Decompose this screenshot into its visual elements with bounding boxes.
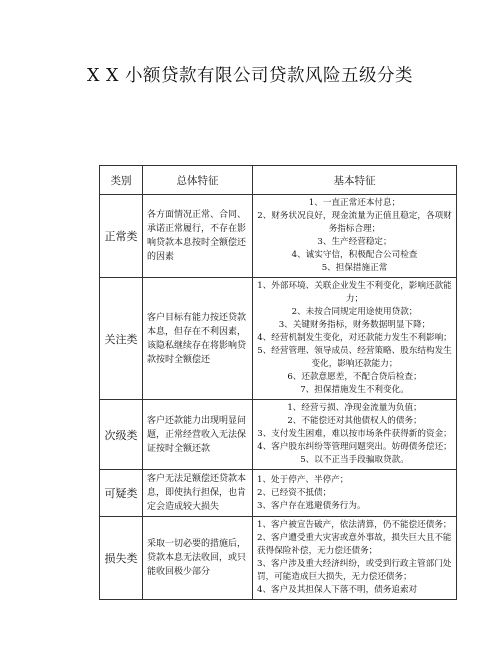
basic-item: 2、财务状况良好，现金流量为正值且稳定，各项财务指标合理； — [257, 211, 452, 234]
basic-item: 2、已经资不抵债； — [257, 487, 332, 498]
basic-cell — [253, 400, 457, 470]
basic-item: 4、诚实守信，积极配合公司检查 — [291, 250, 418, 260]
overall-cell: 客户目标有能力按还贷款本息，但存在不利因素，该隐私继续存在将影响贷款按时全额偿还 — [143, 278, 253, 400]
basic-cell — [253, 195, 457, 278]
basic-item: 3、客户涉及重大经济纠纷，或受到行政主管部门处罚，可能造成巨大损失，无力偿还债务； — [257, 559, 452, 582]
table-row — [100, 195, 457, 278]
table-row — [100, 400, 457, 470]
category-cell: 正常类 — [100, 195, 143, 278]
basic-item: 1、外部环境、关联企业发生不利变化，影响还款能力； — [257, 281, 452, 304]
category-cell: 损失类 — [100, 517, 143, 600]
basic-item: 3、生产经营稳定； — [317, 237, 392, 247]
category-cell: 关注类 — [100, 278, 143, 400]
basic-item: 1、一直正常还本付息； — [308, 198, 401, 208]
header-basic: 基本特征 — [253, 166, 457, 195]
overall-cell: 客户还款能力出现明显问题，正常经营收入无法保证按时全额还款 — [143, 400, 253, 470]
risk-classification-table — [99, 165, 457, 600]
basic-cell — [253, 278, 457, 400]
basic-cell — [253, 470, 457, 517]
basic-item: 2、客户遭受重大灾害或意外事故，损失巨大且不能获得保险补偿，无力偿还债务； — [257, 533, 452, 556]
basic-item: 6、还款意愿差，不配合贷后检查； — [287, 372, 422, 382]
basic-item: 4、客户及其担保人下落不明，债务追索对 — [257, 585, 418, 595]
basic-item: 7、担保措施发生不利变化。 — [300, 385, 409, 395]
table-row — [100, 517, 457, 600]
basic-item: 3、支付发生困难，难以按市场条件获得新的资金； — [257, 429, 452, 439]
basic-item: 2、不能偿还对其他债权人的债务； — [287, 416, 422, 426]
basic-item: 4、客户股东纠纷等管理问题突出。妨碍债务偿还； — [257, 442, 452, 452]
basic-item: 3、客户存在逃避债务行为。 — [257, 500, 366, 511]
overall-cell: 客户无法足额偿还贷款本息，即使执行担保，也肯定会造成较大损失 — [143, 470, 253, 517]
basic-item: 4、经营机制发生变化，对还款能力发生不利影响； — [257, 333, 452, 343]
header-overall: 总体特征 — [143, 166, 253, 195]
category-cell: 次级类 — [100, 400, 143, 470]
basic-item: 1、经营亏损、净现金流量为负值； — [287, 403, 422, 413]
overall-cell: 各方面情况正常、合同、承诺正常履行，不存在影响贷款本息按时全额偿还的因素 — [143, 195, 253, 278]
category-cell: 可疑类 — [100, 470, 143, 517]
basic-item: 5、经营管理、领导成员、经营策略、股东结构发生变化，影响还款能力； — [257, 346, 452, 369]
header-category: 类别 — [100, 166, 143, 195]
basic-item: 5、担保措施正常 — [321, 263, 388, 273]
table-row — [100, 278, 457, 400]
document-title: X X 小额贷款有限公司贷款风险五级分类 — [86, 66, 414, 86]
basic-item: 5、以不正当手段骗取贷款。 — [300, 455, 409, 465]
basic-item: 1、处于停产、半停产； — [257, 474, 349, 485]
basic-item: 1、客户被宣告破产，依法清算，仍不能偿还债务； — [257, 520, 452, 530]
basic-cell — [253, 517, 457, 600]
basic-item: 2、未按合同规定用途使用贷款； — [291, 307, 418, 317]
table-row — [100, 470, 457, 517]
overall-cell: 采取一切必要的措施后，贷款本息无法收回，或只能收回极少部分 — [143, 517, 253, 600]
basic-item: 3、关键财务指标，财务数据明显下降； — [278, 320, 431, 330]
table-header-row — [100, 166, 457, 195]
